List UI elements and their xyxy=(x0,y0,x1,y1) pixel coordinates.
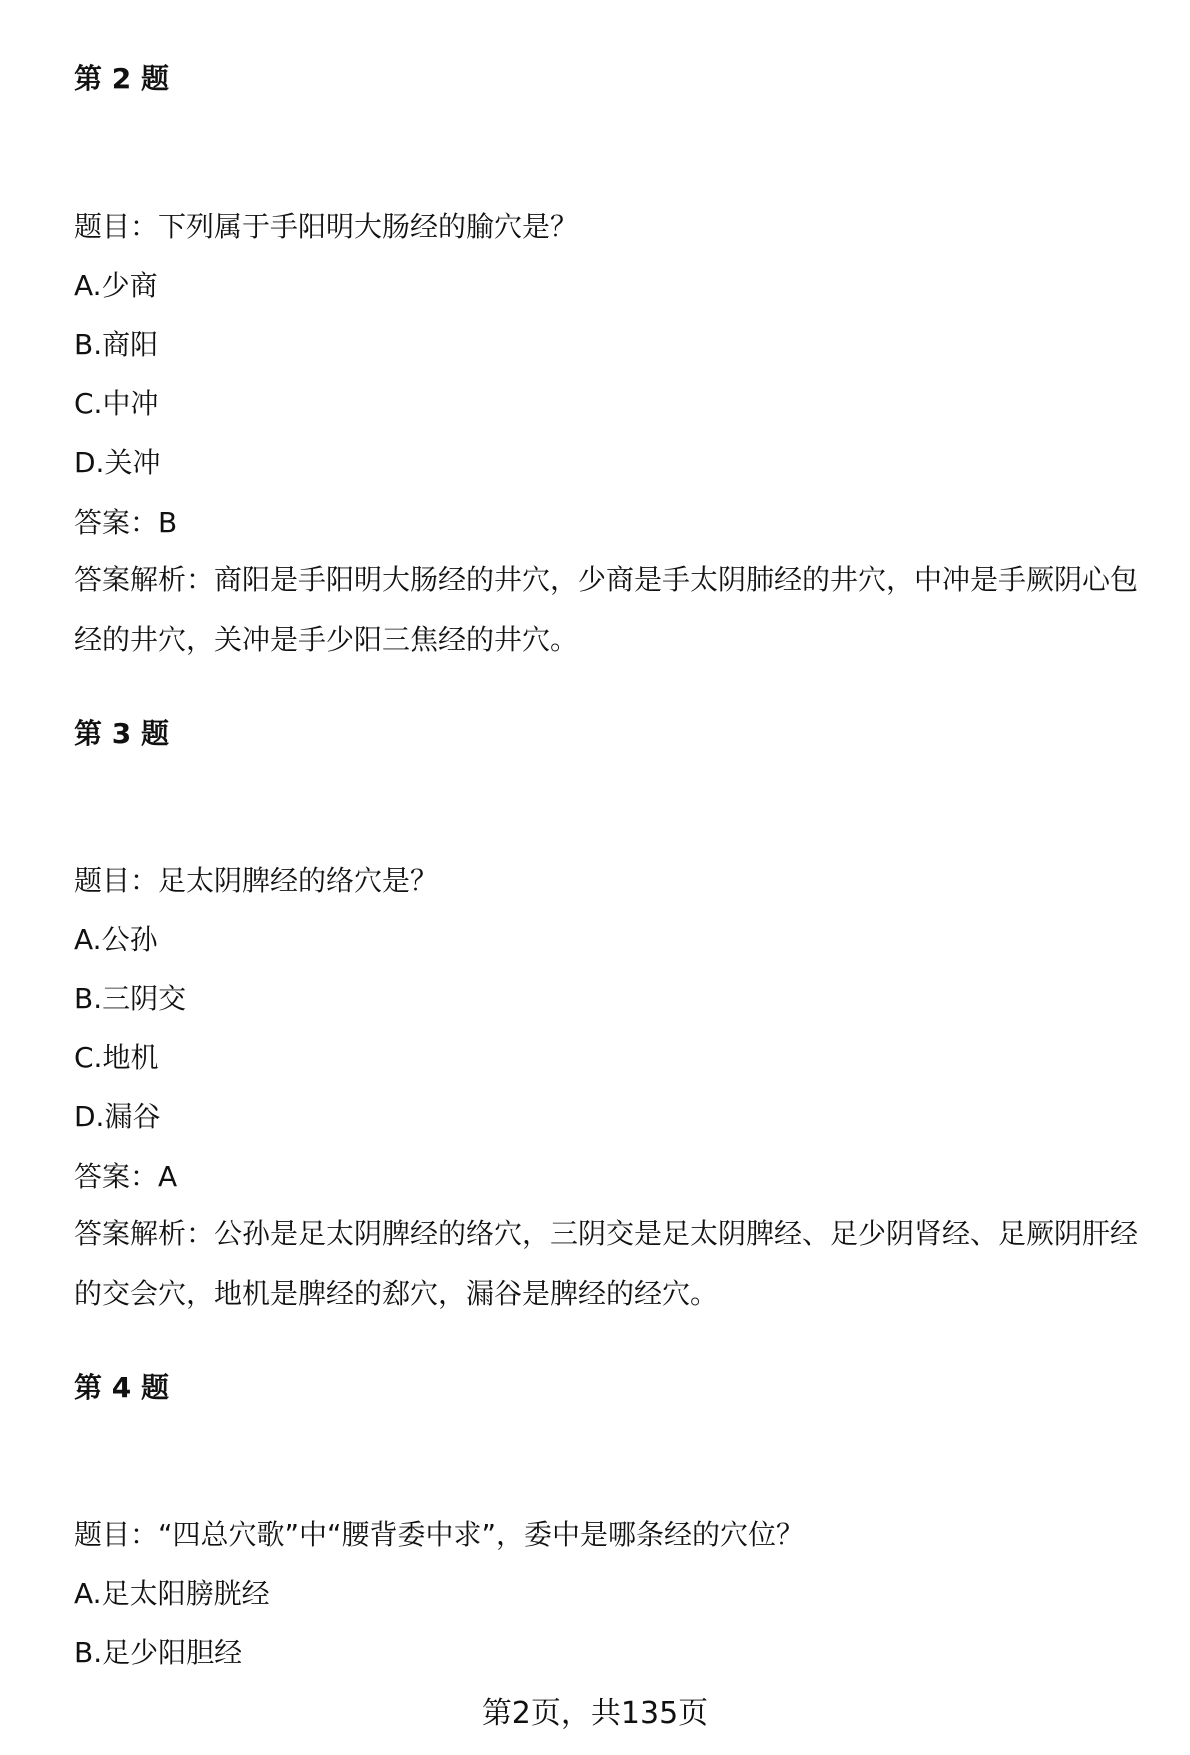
answer-explanation: 答案解析：商阳是手阳明大肠经的井穴，少商是手太阴肺经的井穴，中冲是手厥阴心包经的井穴，关冲是手少阳三焦经的井穴。 xyxy=(74,563,1139,656)
question-heading: 第 2 题 xyxy=(74,62,169,95)
option-c: C.地机 xyxy=(74,1041,159,1074)
question-heading: 第 4 题 xyxy=(74,1371,169,1404)
answer-explanation: 答案解析：公孙是足太阴脾经的络穴，三阴交是足太阴脾经、足少阴肾经、足厥阴肝经的交会穴，地机是脾经的郄穴，漏谷是脾经的经穴。 xyxy=(74,1217,1139,1310)
answer: 答案：B xyxy=(74,506,178,539)
page-number-footer: 第2页，共135页 xyxy=(481,1696,709,1731)
option-a: A.公孙 xyxy=(74,923,158,956)
option-d: D.关冲 xyxy=(74,446,161,479)
option-b: B.三阴交 xyxy=(74,982,187,1015)
answer: 答案：A xyxy=(74,1160,178,1193)
option-d: D.漏谷 xyxy=(74,1100,161,1133)
question-stem: 题目：足太阴脾经的络穴是？ xyxy=(74,864,439,897)
question-stem: 题目：“四总穴歌”中“腰背委中求”，委中是哪条经的穴位？ xyxy=(74,1518,805,1551)
option-b: B.商阳 xyxy=(74,328,159,361)
question-stem: 题目：下列属于手阳明大肠经的腧穴是？ xyxy=(74,210,579,243)
option-a: A.少商 xyxy=(74,269,158,302)
question-heading: 第 3 题 xyxy=(74,717,169,750)
option-c: C.中冲 xyxy=(74,387,159,420)
option-b: B.足少阳胆经 xyxy=(74,1636,243,1669)
option-a: A.足太阳膀胱经 xyxy=(74,1577,270,1610)
